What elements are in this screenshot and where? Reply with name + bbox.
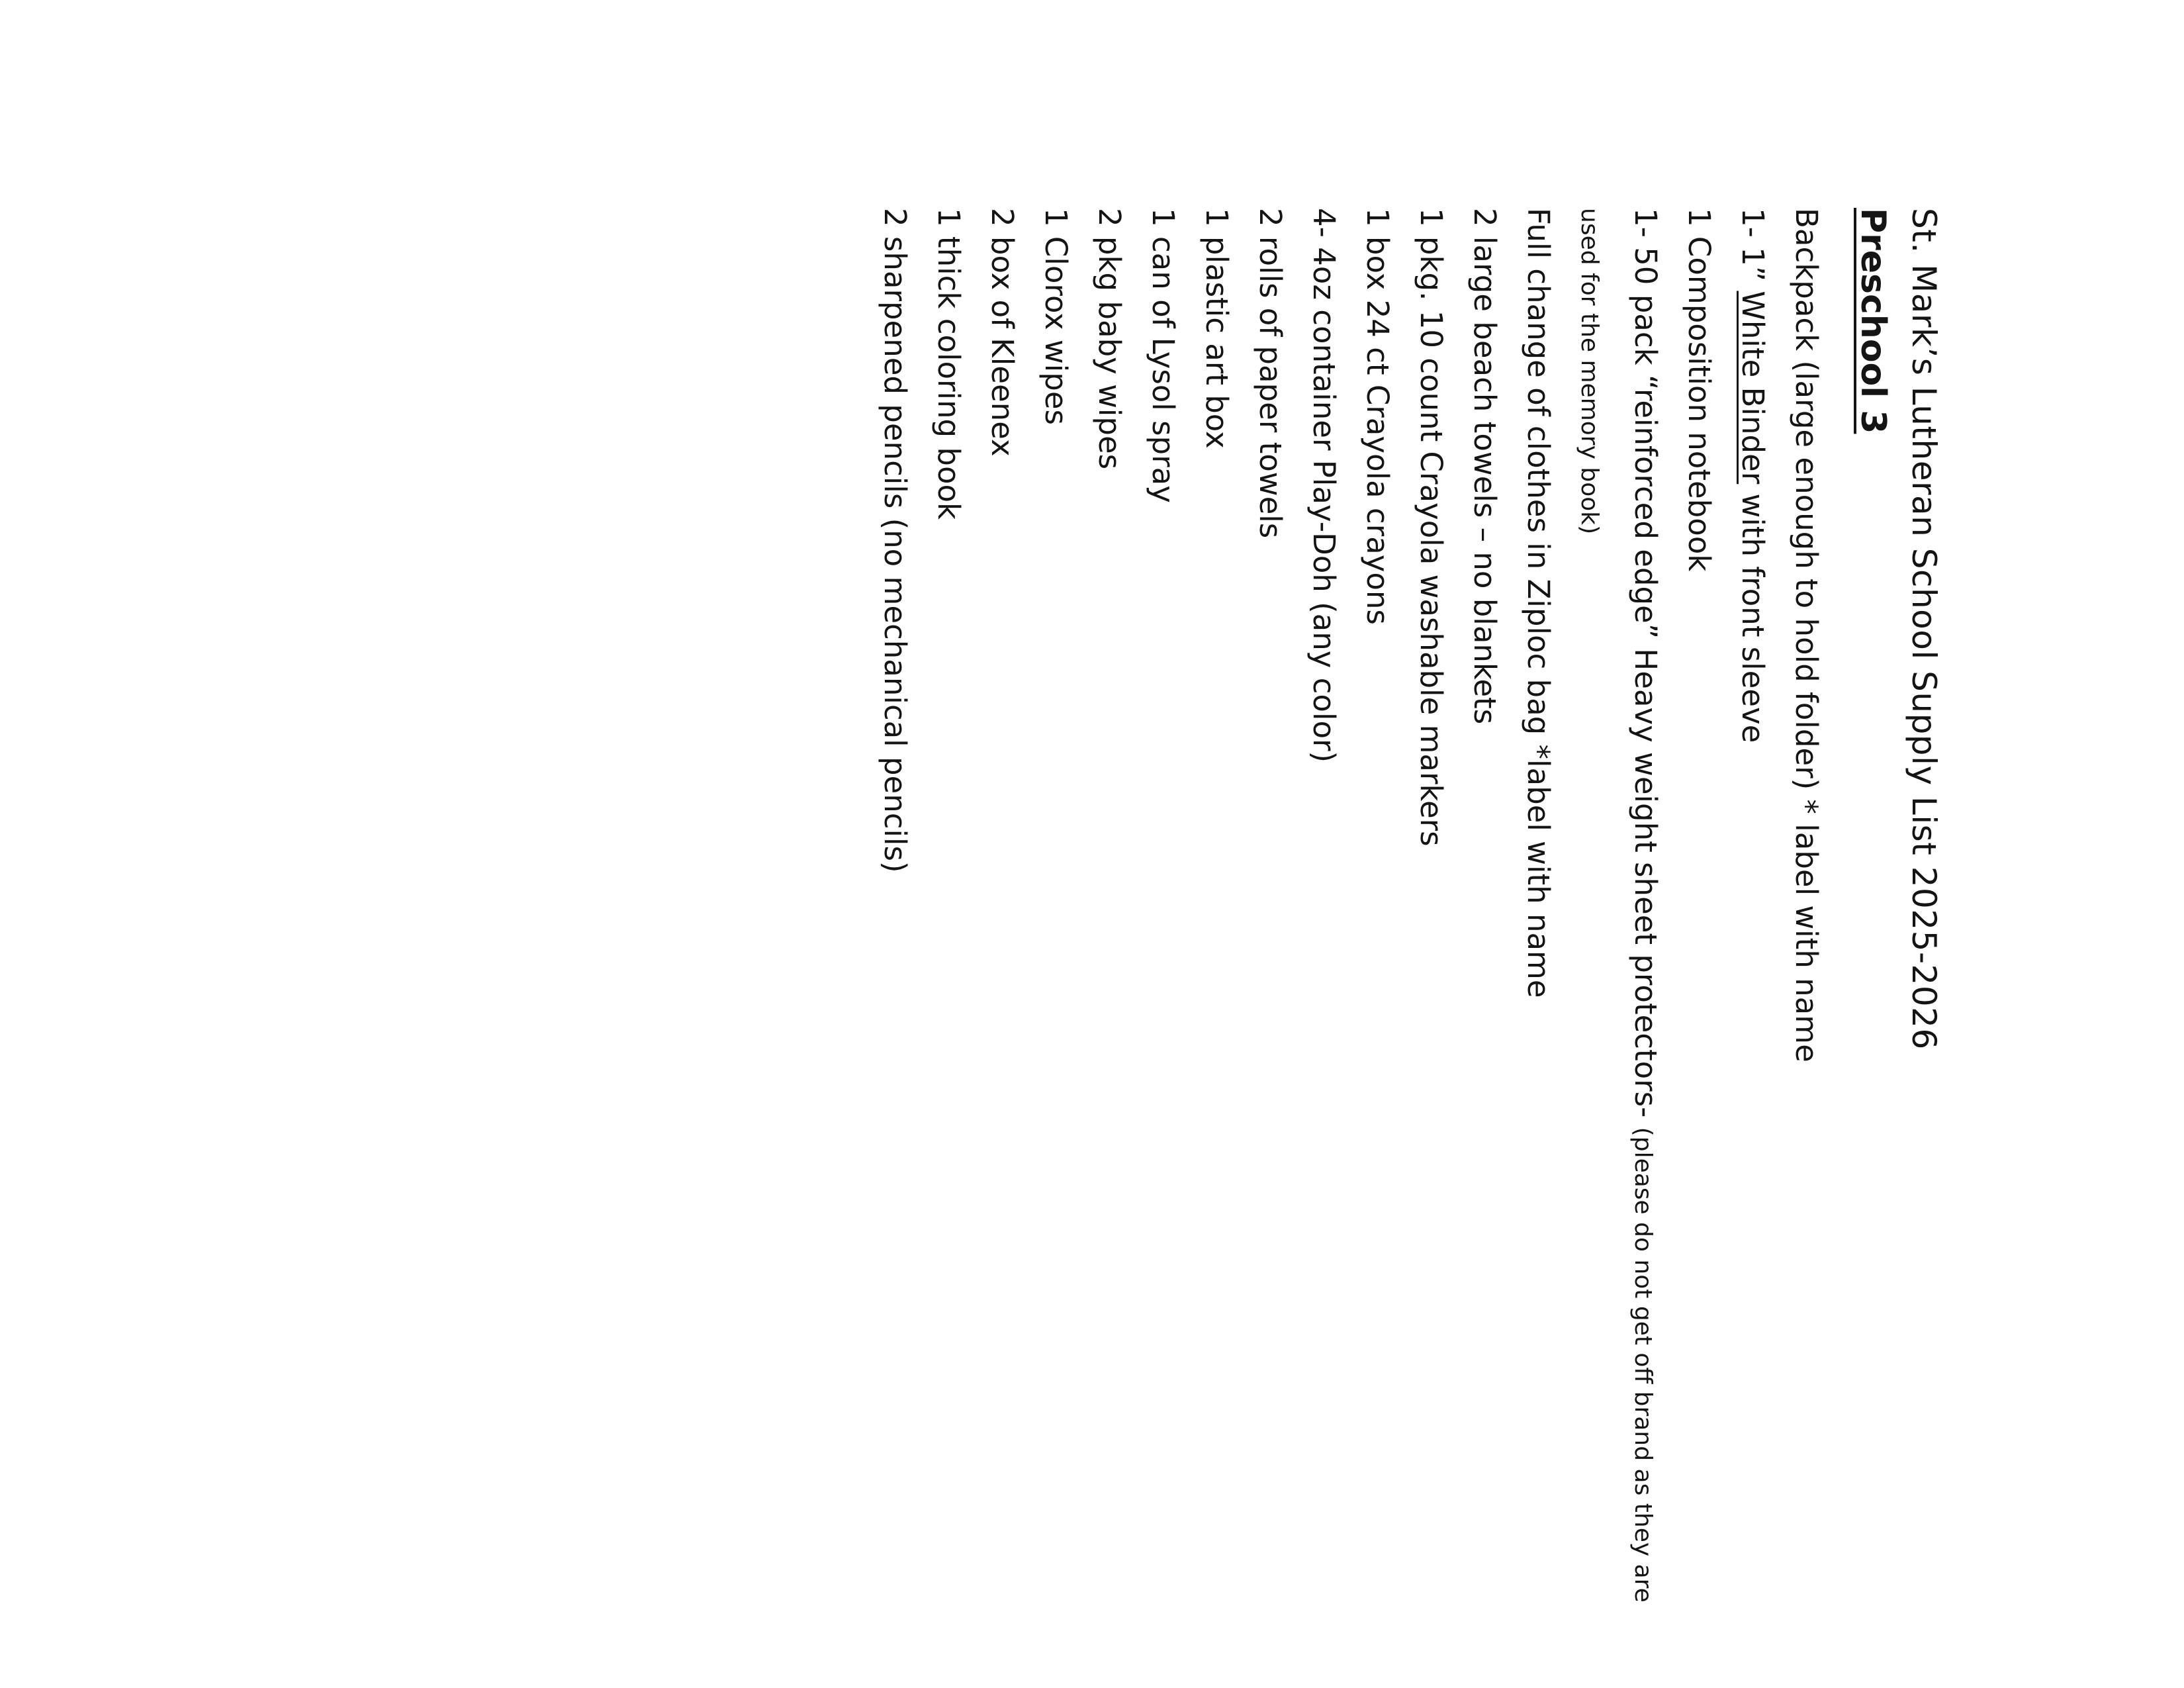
list-item — [1458, 208, 1512, 1664]
item-text: 1 plastic art box — [1199, 208, 1234, 449]
list-item — [1404, 208, 1458, 1664]
list-item — [1780, 208, 1833, 1664]
item-text: 2 sharpened pencils (no mechanical pencils) — [878, 208, 913, 873]
list-item — [868, 208, 922, 1664]
item-text: 2 pkg baby wipes — [1092, 208, 1127, 470]
item-text: 1 thick coloring book — [931, 208, 966, 520]
item-text: 1 Clorox wipes — [1038, 208, 1073, 425]
item-underlined-text: White Binder — [1735, 291, 1770, 485]
list-item — [1351, 208, 1404, 1664]
item-text: 1 Composition notebook — [1682, 208, 1717, 572]
item-text: Full change of clothes in Ziploc bag *label with name — [1521, 208, 1556, 998]
supply-list — [868, 208, 1833, 1664]
document-title: St. Mark’s Lutheran School Supply List 2025-2026 — [1905, 208, 1943, 1050]
list-item — [976, 208, 1029, 1664]
list-item — [1565, 208, 1672, 1664]
item-text: 1- 50 pack “reinforced edge” Heavy weight sheet protectors- — [1628, 208, 1663, 1127]
grade-heading: Preschool 3 — [1853, 208, 1893, 434]
item-note: (please do not get off brand as they are used for the memory book) — [1576, 208, 1657, 1603]
list-item — [1297, 208, 1351, 1664]
list-item — [1726, 208, 1780, 1664]
list-item — [1029, 208, 1083, 1664]
item-text: 2 large beach towels – no blankets — [1467, 208, 1502, 725]
list-item — [1190, 208, 1244, 1664]
item-text: Backpack (large enough to hold folder) * label with name — [1789, 208, 1824, 1062]
list-item — [922, 208, 976, 1664]
item-text: 1 box 24 ct Crayola crayons — [1360, 208, 1395, 625]
item-suffix: with front sleeve — [1735, 484, 1770, 743]
item-text: 1 can of Lysol spray — [1146, 208, 1181, 503]
item-text: 4- 4oz container Play-Doh (any color) — [1306, 208, 1342, 763]
item-text: 2 rolls of paper towels — [1253, 208, 1288, 539]
item-prefix: 1- 1” — [1735, 208, 1770, 291]
item-text: 2 box of Kleenex — [985, 208, 1020, 457]
list-item — [1244, 208, 1297, 1664]
list-item — [1083, 208, 1136, 1664]
list-item — [1512, 208, 1565, 1664]
item-text: 1 pkg. 10 count Crayola washable markers — [1414, 208, 1449, 847]
list-item — [1672, 208, 1726, 1664]
list-item — [1136, 208, 1190, 1664]
